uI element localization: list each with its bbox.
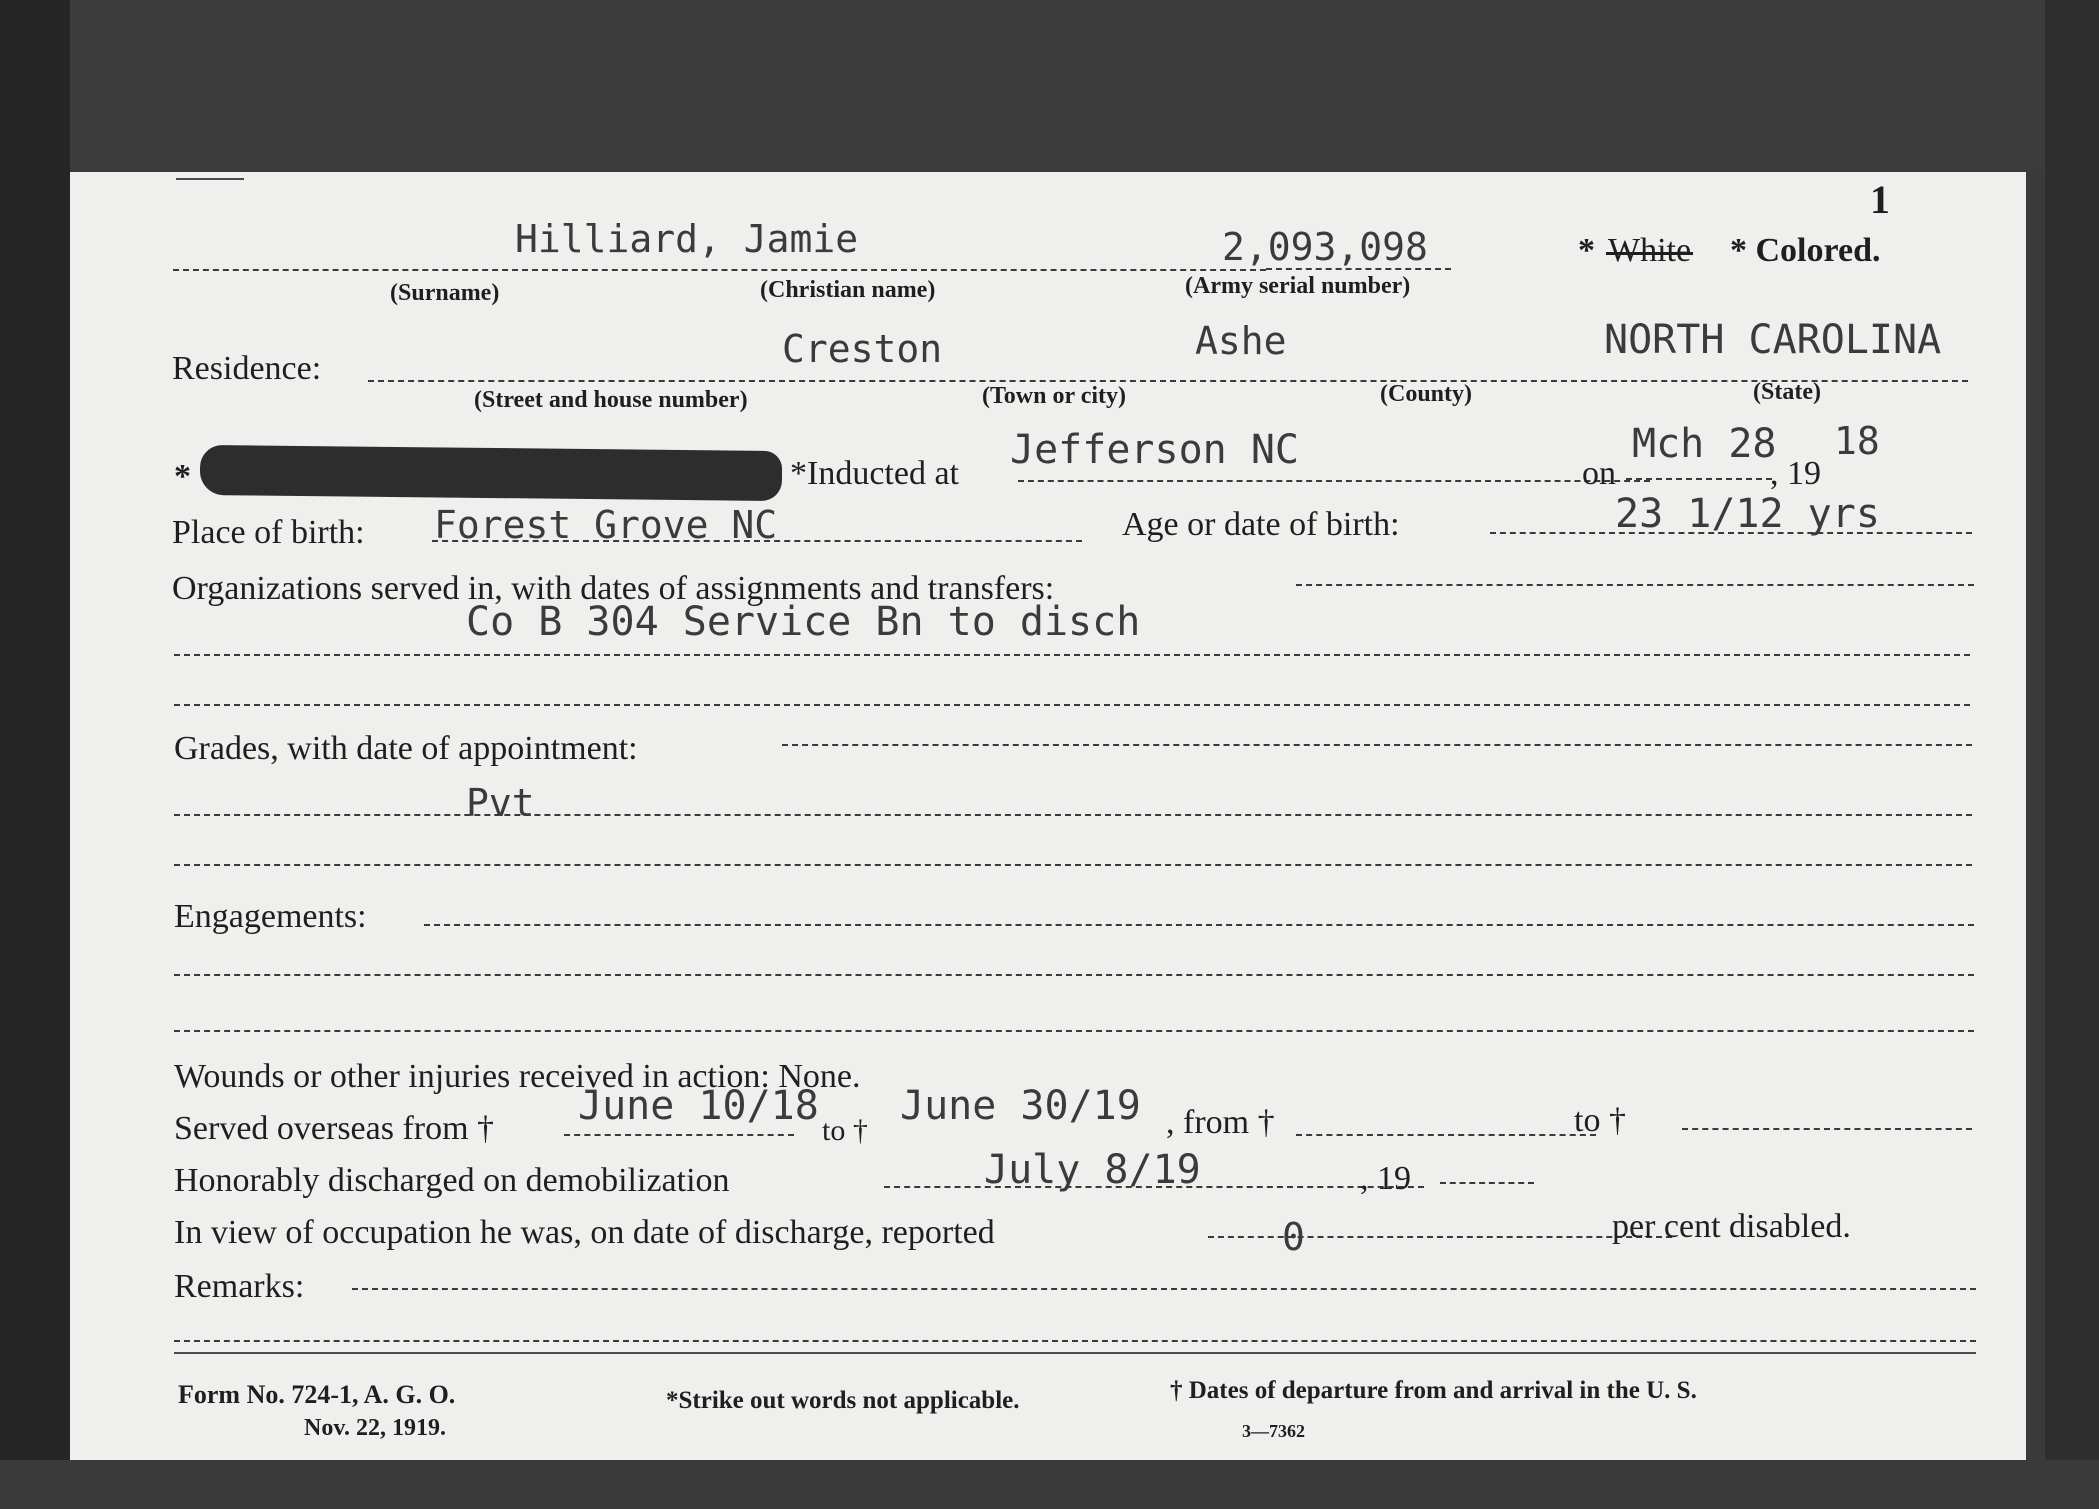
organizations-line-1 [1296,584,1974,586]
discharge-label: Honorably discharged on demobilization [174,1162,730,1199]
age-label: Age or date of birth: [1122,506,1400,543]
strike-out-note: *Strike out words not applicable. [666,1387,1020,1414]
inducted-line [1018,480,1650,482]
enlist-asterisk: * [174,458,191,495]
inducted-date: Mch 28 [1632,421,1777,467]
form-date: Nov. 22, 1919. [304,1415,447,1441]
organizations-line-3 [174,704,1970,706]
name-line [173,269,1266,271]
overseas-to2-line [1682,1128,1972,1130]
serial-caption: (Army serial number) [1185,273,1411,299]
discharge-year-prefix: , 19 [1360,1160,1411,1197]
print-code: 3—7362 [1242,1421,1305,1441]
page-number: 1 [1870,177,1890,222]
race-asterisk: * [1578,232,1595,269]
background-left [0,0,70,1509]
residence-county: Ashe [1195,319,1287,363]
residence-line [368,380,1968,382]
remarks-line-2 [174,1340,1976,1342]
wounds-label: Wounds or other injuries received in action: None. [174,1058,861,1095]
organizations-label: Organizations served in, with dates of assignments and transfers: [172,570,1055,607]
age-value: 23 1/12 yrs [1615,491,1880,537]
redaction-mark [200,445,782,501]
residence-town: Creston [782,327,943,371]
grades-value: Pvt [466,781,535,825]
grades-line-1 [782,744,1972,746]
overseas-to-date: June 30/19 [900,1083,1141,1129]
surname-caption: (Surname) [390,280,500,306]
service-record-card [70,172,2026,1460]
overseas-from2-label: , from † [1166,1104,1275,1141]
inducted-year-prefix: , 19 [1770,455,1821,492]
overseas-to-label: to † [822,1114,868,1147]
overseas-from-date: June 10/18 [578,1083,819,1129]
disability-suffix: per cent disabled. [1612,1208,1851,1245]
engagements-line-1 [424,924,1974,926]
overseas-from2-line [1296,1134,1596,1136]
inducted-date-line [1626,478,1772,480]
grades-line-3 [174,864,1972,866]
birth-place-line [432,540,1082,542]
overseas-label: Served overseas from † [174,1110,495,1147]
footer-rule [174,1352,1976,1354]
overseas-from-line [564,1134,794,1136]
engagements-line-2 [174,974,1974,976]
residence-state: NORTH CAROLINA [1604,317,1942,363]
background-top [0,0,2099,170]
christian-name-caption: (Christian name) [760,277,936,303]
remarks-line-1 [352,1288,1976,1290]
grades-label: Grades, with date of appointment: [174,730,638,767]
dagger-note: † Dates of departure from and arrival in the U. S. [1170,1377,1697,1404]
discharge-date: July 8/19 [984,1147,1201,1193]
birth-place-value: Forest Grove NC [434,503,778,547]
race-colored: * Colored. [1730,232,1881,269]
street-caption: (Street and house number) [474,387,748,413]
overseas-to2-label: to † [1574,1102,1626,1139]
corner-rule [176,178,244,180]
town-caption: (Town or city) [982,383,1126,409]
discharge-year-line [1440,1182,1534,1184]
organizations-line-2 [174,654,1970,656]
serial-number-value: 2,093,098 [1222,225,1428,269]
county-caption: (County) [1380,381,1473,407]
age-line [1490,532,1972,534]
disability-value: 0 [1282,1215,1305,1259]
inducted-label: *Inducted at [790,455,959,492]
grades-line-2 [174,814,1972,816]
background-right [2045,0,2099,1509]
disability-line [1208,1236,1672,1238]
residence-label: Residence: [172,350,322,387]
inducted-on-label: on [1582,455,1616,492]
name-value: Hilliard, Jamie [515,217,859,261]
discharge-line [884,1186,1424,1188]
state-caption: (State) [1753,379,1821,405]
engagements-line-3 [174,1030,1974,1032]
birth-place-label: Place of birth: [172,514,365,551]
remarks-label: Remarks: [174,1268,305,1305]
race-white-struck: White [1608,232,1692,269]
inducted-place: Jefferson NC [1010,427,1299,473]
engagements-label: Engagements: [174,898,367,935]
background-bottom [0,1460,2099,1509]
form-number: Form No. 724-1, A. G. O. [178,1380,456,1409]
organizations-value: Co B 304 Service Bn to disch [466,599,1141,645]
disability-label: In view of occupation he was, on date of discharge, reported [174,1214,995,1251]
serial-line [1266,268,1451,270]
inducted-year: 18 [1834,419,1880,463]
